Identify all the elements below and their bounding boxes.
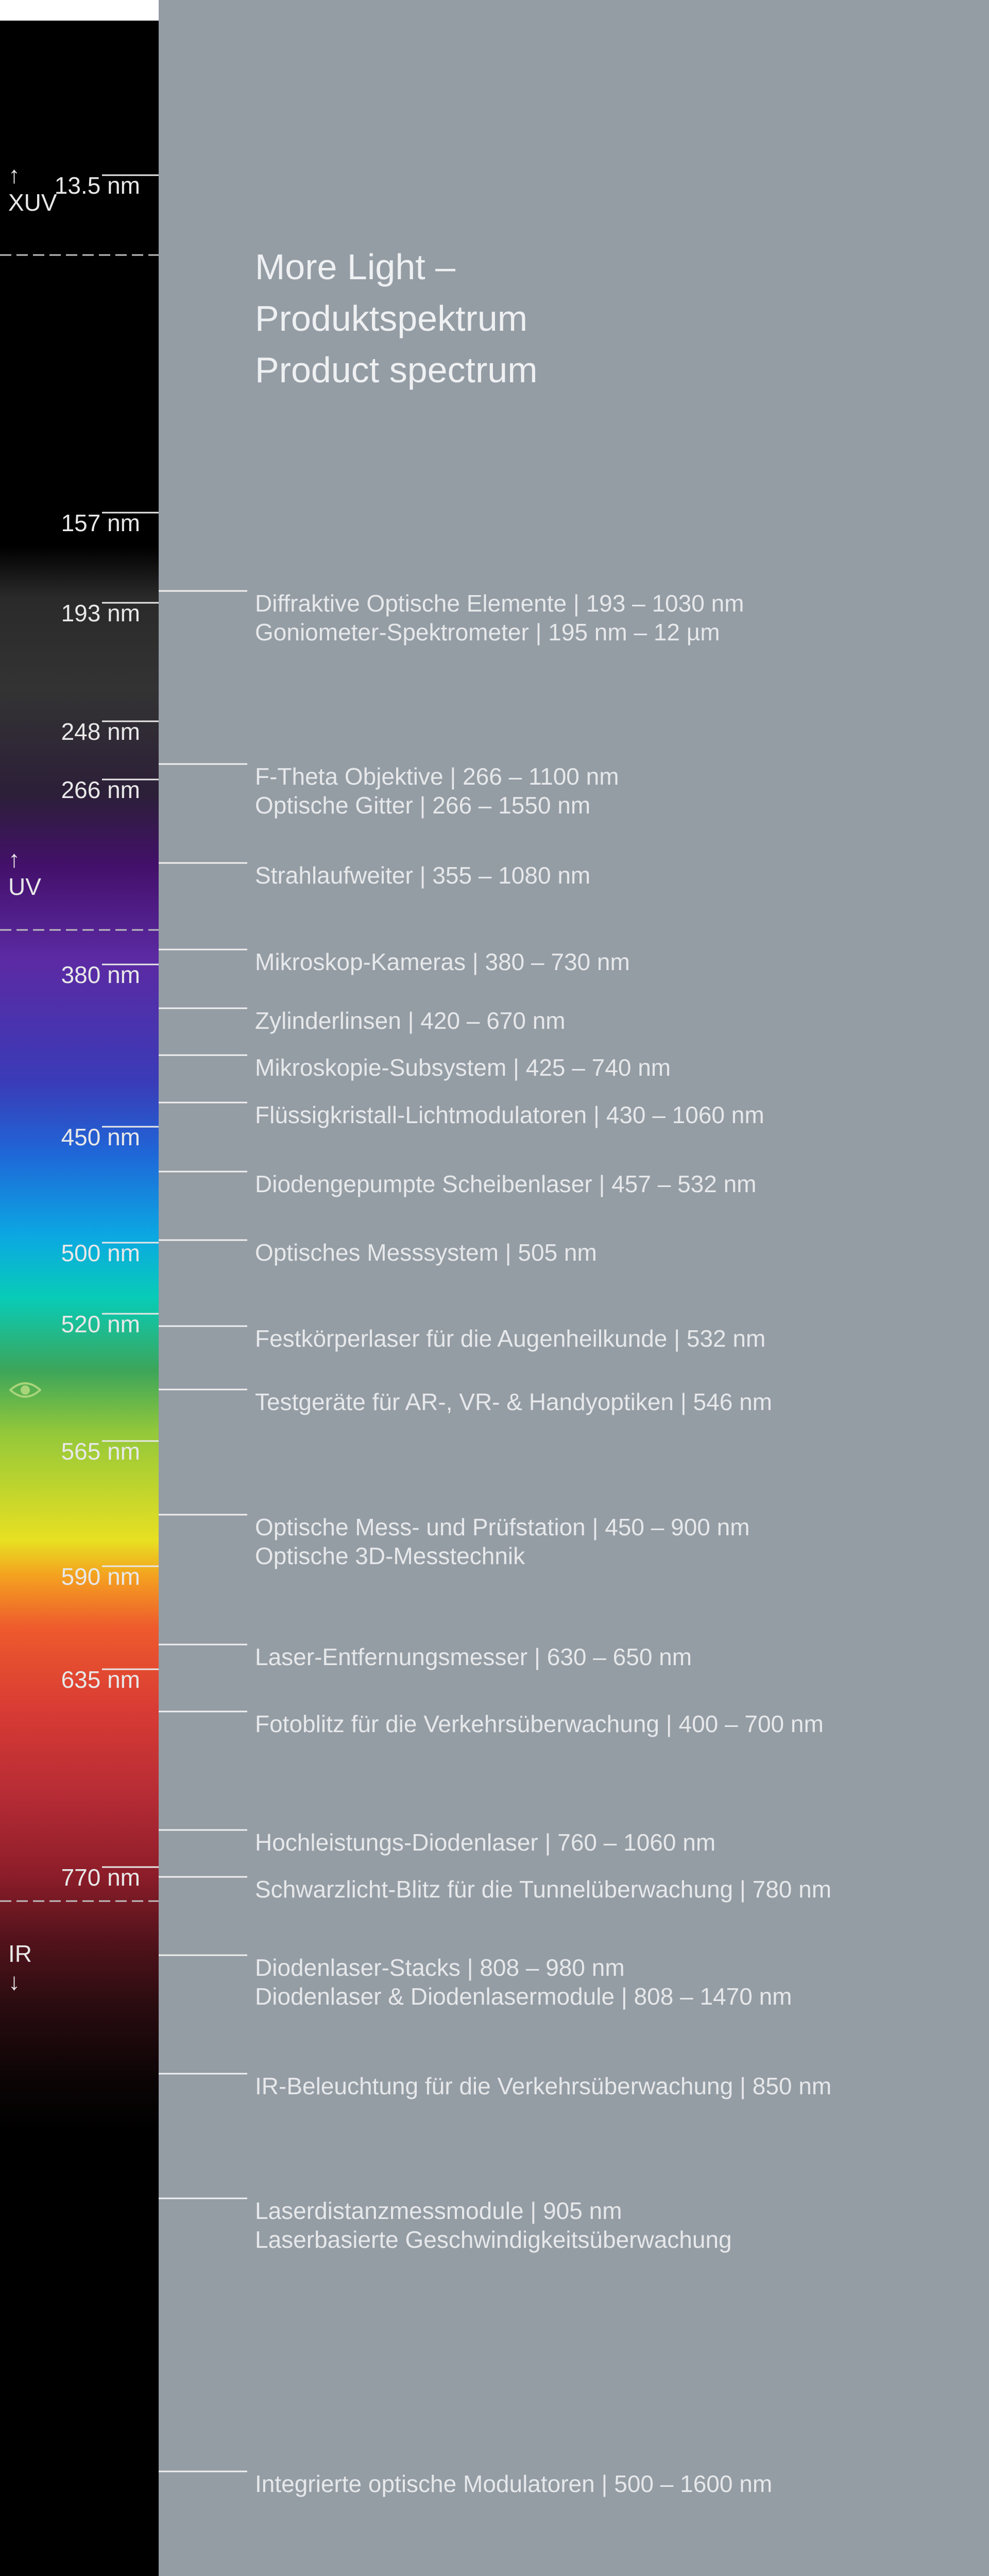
tick-label: 13.5 nm xyxy=(54,172,140,199)
tick-label: 635 nm xyxy=(61,1666,140,1693)
tick-label: 770 nm xyxy=(61,1864,140,1891)
product-entry xyxy=(255,1642,692,1671)
band-name: UV xyxy=(8,873,41,900)
tick-label: 590 nm xyxy=(61,1563,140,1590)
product-line: Mikroskopie-Subsystem | 425 – 740 nm xyxy=(255,1054,671,1081)
arrow-down-icon: ↓ xyxy=(8,1968,20,1995)
product-line: Integrierte optische Modulatoren | 500 – 1600 nm xyxy=(255,2470,773,2497)
product-line: Optische 3D-Messtechnik xyxy=(255,1543,525,1569)
product-line: Goniometer-Spektrometer | 195 nm – 12 µm xyxy=(255,619,720,646)
product-entry xyxy=(255,1006,566,1035)
title-line-2: Produktspektrum xyxy=(255,298,528,338)
product-entry xyxy=(255,1513,750,1570)
product-entry xyxy=(255,1238,597,1267)
tick-label: 520 nm xyxy=(61,1311,140,1337)
arrow-up-icon: ↑ xyxy=(8,161,20,188)
tick-label: 193 nm xyxy=(61,600,140,626)
product-entry xyxy=(255,1170,757,1198)
arrow-up-icon: ↑ xyxy=(8,845,20,872)
tick-label: 266 nm xyxy=(61,776,140,803)
tick-label: 380 nm xyxy=(61,961,140,988)
product-line: Laserbasierte Geschwindigkeitsüberwachung xyxy=(255,2226,732,2253)
product-entry xyxy=(255,2072,831,2100)
tick-label: 565 nm xyxy=(61,1438,140,1465)
product-entry xyxy=(255,762,619,820)
product-line: Laserdistanzmessmodule | 905 nm xyxy=(255,2197,622,2224)
band-label xyxy=(8,845,41,901)
product-line: Optisches Messsystem | 505 nm xyxy=(255,1239,597,1266)
product-entry xyxy=(255,1387,772,1416)
product-line: IR-Beleuchtung für die Verkehrsüberwachung | 850 nm xyxy=(255,2073,832,2099)
product-line: Diodenlaser & Diodenlasermodule | 808 – 1470 nm xyxy=(255,1983,792,2010)
product-line: Laser-Entfernungsmesser | 630 – 650 nm xyxy=(255,1643,692,1670)
product-line: Optische Gitter | 266 – 1550 nm xyxy=(255,792,591,819)
product-line: Testgeräte für AR-, VR- & Handyoptiken | 546 nm xyxy=(255,1388,772,1415)
product-entry xyxy=(255,947,630,976)
product-line: Mikroskop-Kameras | 380 – 730 nm xyxy=(255,948,630,975)
product-line: Flüssigkristall-Lichtmodulatoren | 430 – 1060 nm xyxy=(255,1101,764,1128)
product-entry xyxy=(255,1324,765,1353)
product-line: Schwarzlicht-Blitz für die Tunnelüberwachung | 780 nm xyxy=(255,1876,832,1903)
product-entry xyxy=(255,861,590,890)
title-line-3: Product spectrum xyxy=(255,350,538,390)
product-line: F-Theta Objektive | 266 – 1100 nm xyxy=(255,763,619,790)
band-name: IR xyxy=(8,1940,32,1967)
product-entry xyxy=(255,2196,732,2254)
product-line: Fotoblitz für die Verkehrsüberwachung | 400 – 700 nm xyxy=(255,1710,824,1737)
product-line: Festkörperlaser für die Augenheilkunde | 532 nm xyxy=(255,1325,766,1352)
product-entry xyxy=(255,1828,715,1857)
band-label xyxy=(8,161,57,216)
product-entry xyxy=(255,1953,792,2011)
leader-lines xyxy=(159,591,247,2576)
tick-label: 157 nm xyxy=(61,510,140,536)
product-entry xyxy=(255,2469,772,2498)
band-separators xyxy=(0,255,159,1901)
product-line: Diodengepumpte Scheibenlaser | 457 – 532 nm xyxy=(255,1171,757,1197)
product-line: Optische Mess- und Prüfstation | 450 – 900 nm xyxy=(255,1514,750,1540)
product-line: Hochleistungs-Diodenlaser | 760 – 1060 nm xyxy=(255,1829,716,1856)
product-entry xyxy=(255,1100,764,1129)
product-entry xyxy=(255,1709,824,1738)
tick-label: 450 nm xyxy=(61,1124,140,1150)
eye-icon xyxy=(9,1380,41,1400)
product-line: Strahlaufweiter | 355 – 1080 nm xyxy=(255,862,591,889)
tick-label: 500 nm xyxy=(61,1240,140,1266)
product-entry xyxy=(255,1875,831,1904)
band-name: XUV xyxy=(8,189,57,216)
band-label xyxy=(8,1940,32,1995)
product-entry xyxy=(255,589,744,647)
product-line: Diffraktive Optische Elemente | 193 – 1030 nm xyxy=(255,590,744,617)
tick-label: 248 nm xyxy=(61,718,140,745)
product-entry xyxy=(255,1053,671,1082)
product-line: Diodenlaser-Stacks | 808 – 980 nm xyxy=(255,1954,625,1981)
product-line: Zylinderlinsen | 420 – 670 nm xyxy=(255,1007,566,1034)
title-line-1: More Light – xyxy=(255,247,456,287)
